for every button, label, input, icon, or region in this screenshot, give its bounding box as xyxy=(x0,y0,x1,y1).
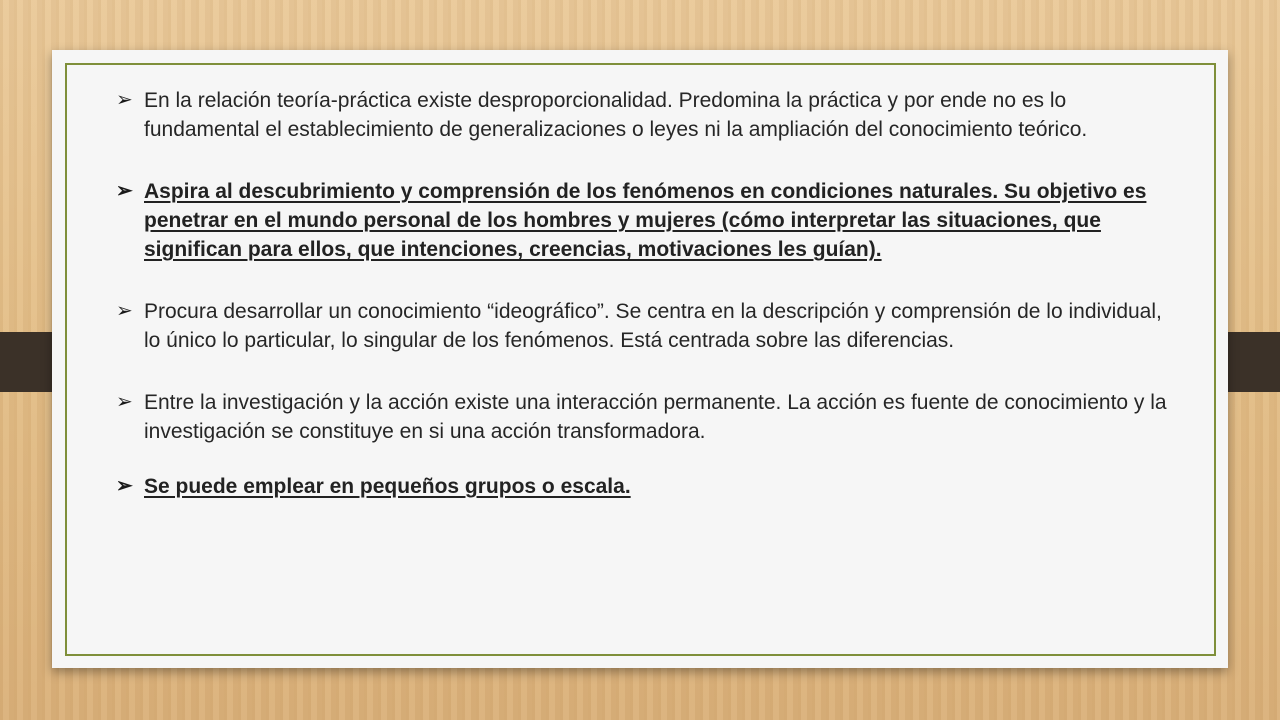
slide-card xyxy=(52,50,1228,668)
bullet-text-1: En la relación teoría-práctica existe desproporcionalidad. Predomina la práctica y por ende no es lo fundamental el establecimiento de generalizaciones o leyes ni la ampliación del conocimiento teórico. xyxy=(144,89,1088,141)
bullet-text-5: Se puede emplear en pequeños grupos o escala. xyxy=(144,475,631,498)
bullet-item-5 xyxy=(116,472,1176,501)
bullet-list xyxy=(116,86,1176,501)
bullet-text-2: Aspira al descubrimiento y comprensión de los fenómenos en condiciones naturales. Su objetivo es penetrar en el mundo personal de los hombres y mujeres (cómo interpretar las situaciones, que significan para ellos, que intenciones, creencias, motivaciones les guían). xyxy=(144,180,1147,261)
bullet-item-1 xyxy=(116,86,1176,144)
bullet-item-2 xyxy=(116,177,1176,264)
bullet-text-3: Procura desarrollar un conocimiento “ideográfico”. Se centra en la descripción y comprensión de lo individual, lo único lo particular, lo singular de los fenómenos. Está centrada sobre las diferencias. xyxy=(144,300,1162,352)
arrow-bullet-icon: ➢ xyxy=(116,180,133,202)
bullet-item-4 xyxy=(116,388,1176,446)
arrow-bullet-icon: ➢ xyxy=(116,300,133,322)
bullet-text-4: Entre la investigación y la acción existe una interacción permanente. La acción es fuente de conocimiento y la investigación se constituye en si una acción transformadora. xyxy=(144,391,1167,443)
arrow-bullet-icon: ➢ xyxy=(116,475,133,497)
arrow-bullet-icon: ➢ xyxy=(116,89,133,111)
arrow-bullet-icon: ➢ xyxy=(116,391,133,413)
bullet-item-3 xyxy=(116,297,1176,355)
